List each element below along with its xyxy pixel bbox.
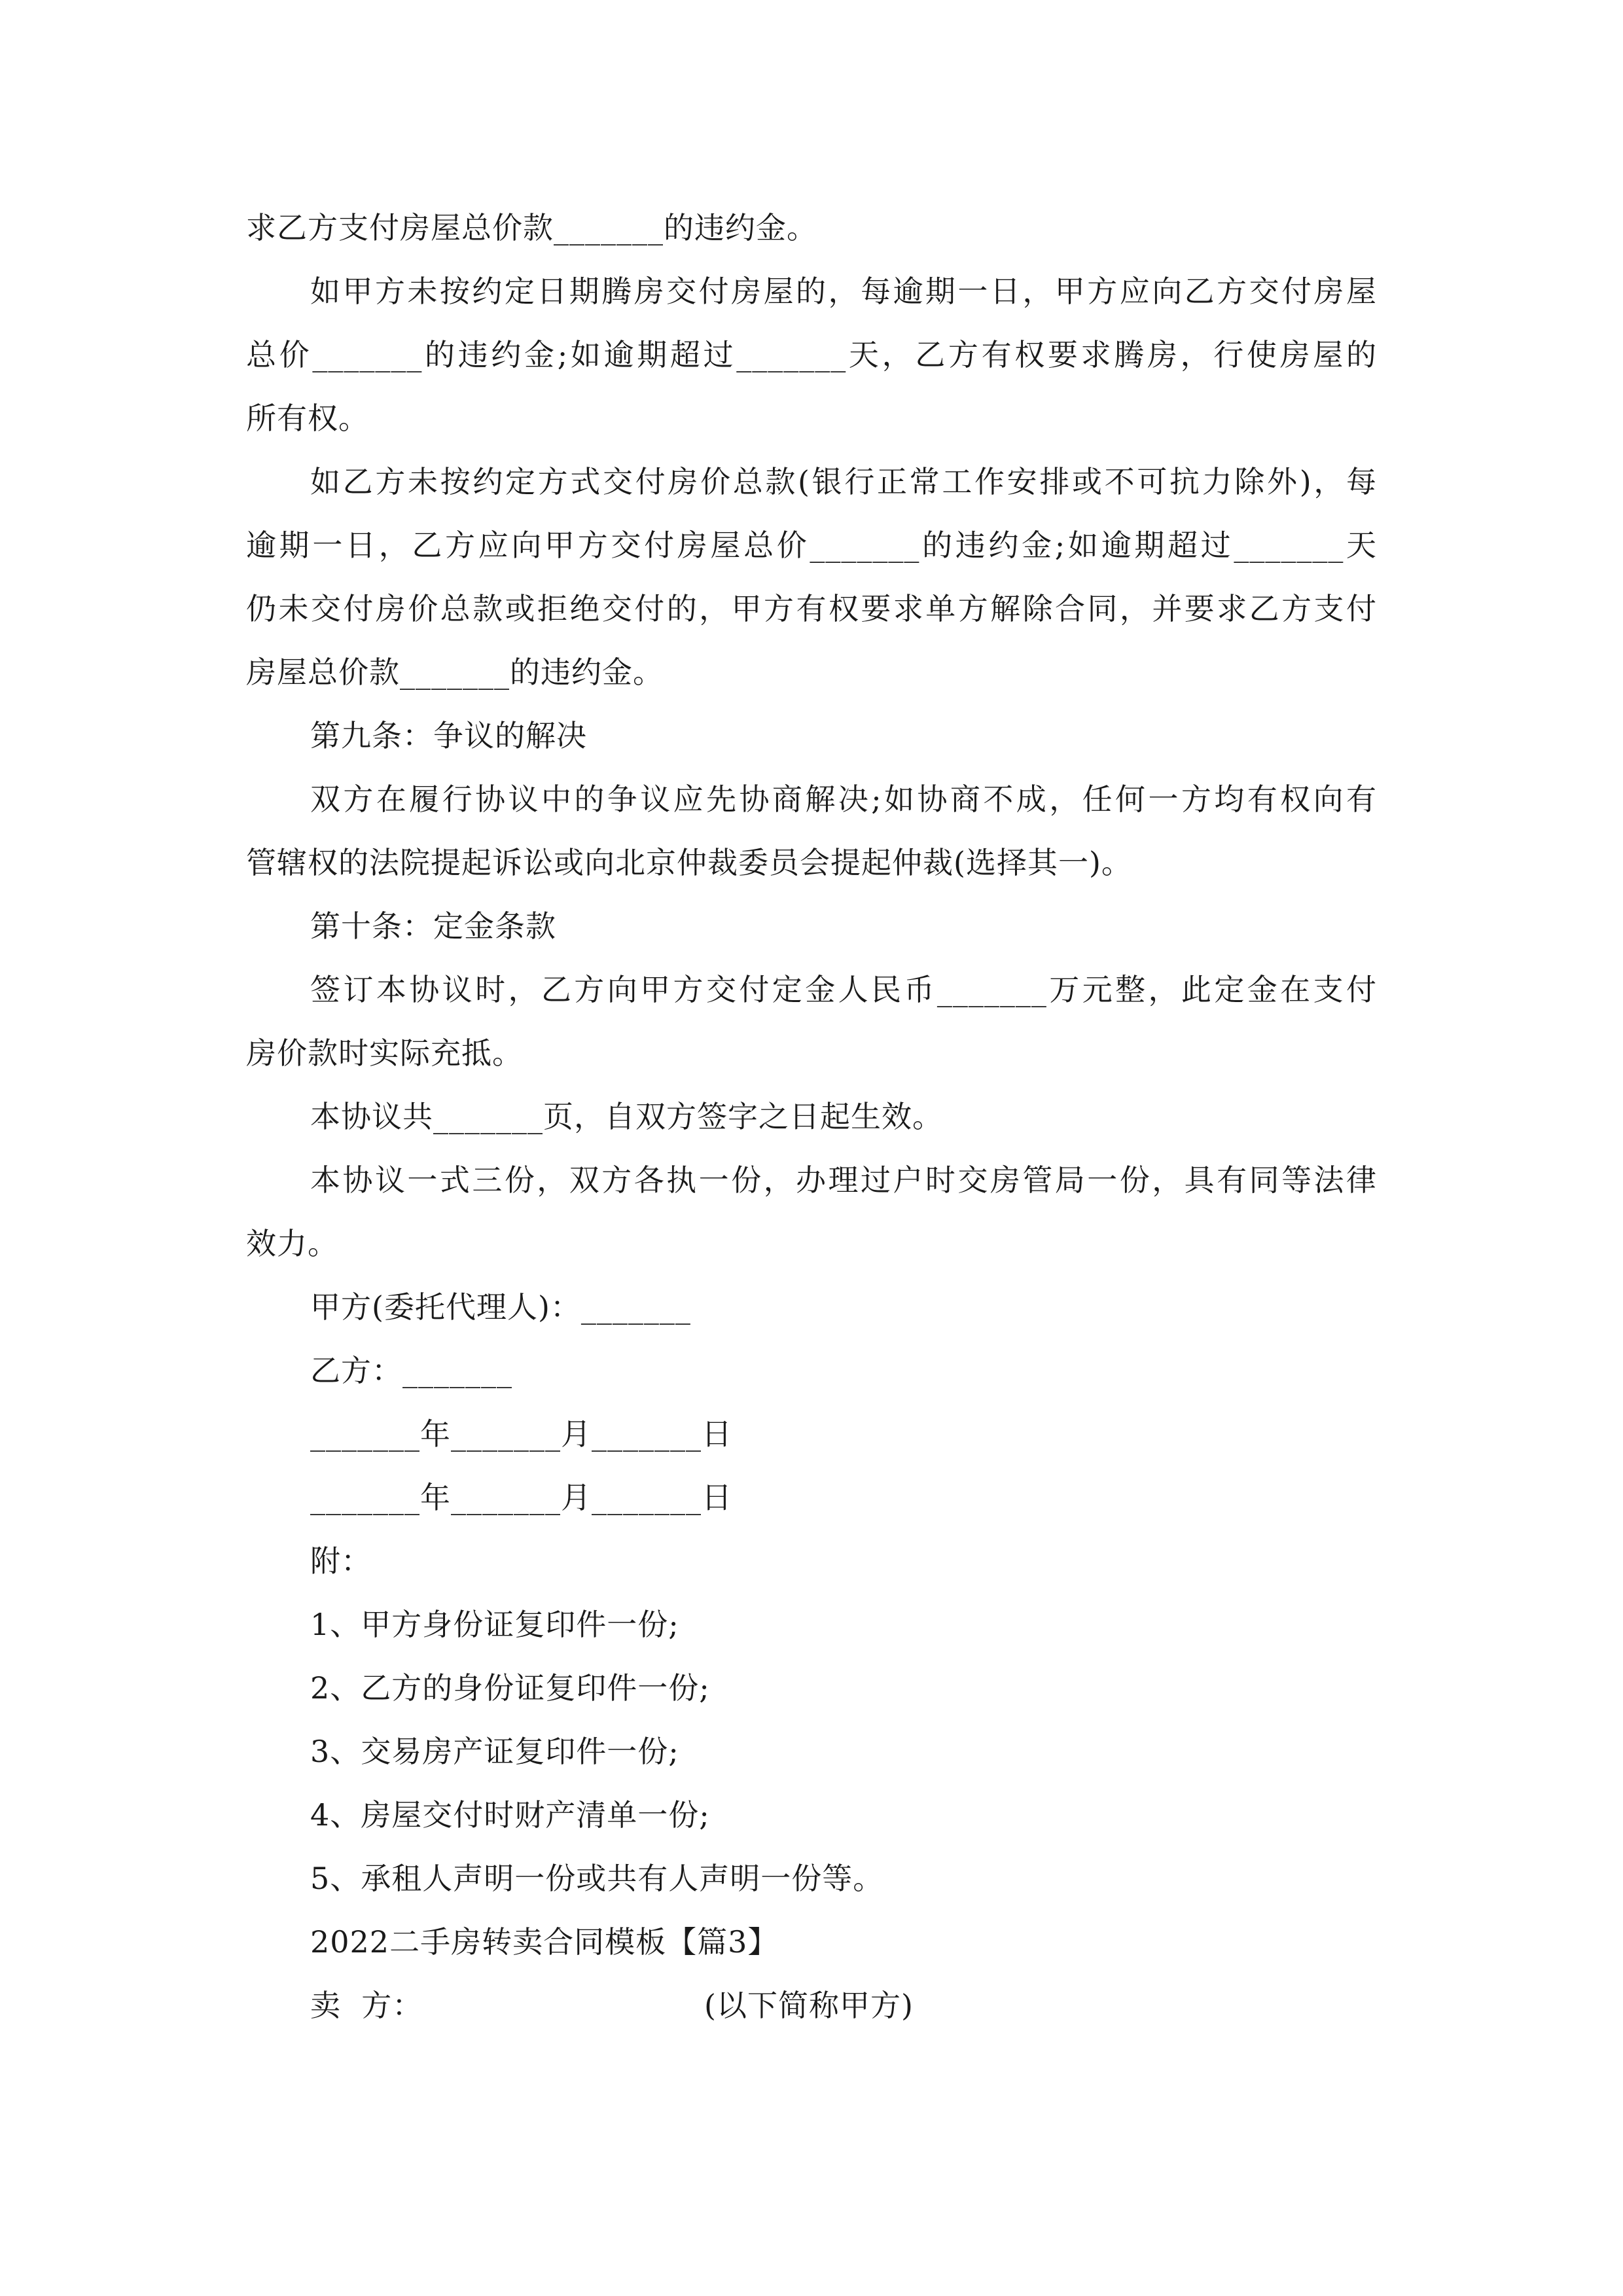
section-heading: 第九条：争议的解决 xyxy=(310,718,587,753)
section-heading: 第十条：定金条款 xyxy=(310,908,556,944)
seller-note: (以下简称甲方) xyxy=(704,1988,914,2023)
paragraph-line: 管辖权的法院提起诉讼或向北京仲裁委员会提起仲裁(选择其一)。 xyxy=(246,845,1132,880)
seller-label: 卖 方： xyxy=(310,1988,423,2023)
paragraph-line: 逾期一日，乙方应向甲方交付房屋总价_______的违约金;如逾期超过_______天 xyxy=(246,528,1377,563)
seller-line xyxy=(246,1974,1377,2037)
paragraph-line: 房屋总价款_______的违约金。 xyxy=(246,655,664,690)
paragraph-line: 如甲方未按约定日期腾房交付房屋的，每逾期一日，甲方应向乙方交付房屋 xyxy=(310,274,1377,309)
appendix-item: 5、承租人声明一份或共有人声明一份等。 xyxy=(310,1861,884,1896)
appendix-item: 2、乙方的身份证复印件一份; xyxy=(310,1670,710,1706)
paragraph-line: 所有权。 xyxy=(246,401,369,436)
appendix-item: 1、甲方身份证复印件一份; xyxy=(310,1607,679,1642)
paragraph-line: 如乙方未按约定方式交付房价总款(银行正常工作安排或不可抗力除外)，每 xyxy=(310,464,1377,499)
signature-date: _______年_______月_______日 xyxy=(310,1416,732,1452)
paragraph-line: 房价款时实际充抵。 xyxy=(246,1035,523,1071)
paragraph-line: 总价_______的违约金;如逾期超过_______天，乙方有权要求腾房，行使房屋的 xyxy=(246,337,1377,372)
paragraph-line: 本协议一式三份，双方各执一份，办理过户时交房管局一份，具有同等法律 xyxy=(310,1162,1377,1198)
paragraph-line: 效力。 xyxy=(246,1226,338,1261)
paragraph-line: 签订本协议时，乙方向甲方交付定金人民币_______万元整，此定金在支付 xyxy=(310,972,1377,1007)
signature-party-b: 乙方：_______ xyxy=(310,1353,512,1388)
document-body xyxy=(246,196,1377,2037)
appendix-heading: 附： xyxy=(310,1543,372,1579)
paragraph-line: 本协议共_______页，自双方签字之日起生效。 xyxy=(310,1099,943,1134)
signature-date: _______年_______月_______日 xyxy=(310,1480,732,1515)
section-title: 2022二手房转卖合同模板【篇3】 xyxy=(310,1924,779,1960)
appendix-item: 3、交易房产证复印件一份; xyxy=(310,1734,679,1769)
paragraph-line: 求乙方支付房屋总价款_______的违约金。 xyxy=(246,210,817,245)
signature-party-a: 甲方(委托代理人)：_______ xyxy=(310,1289,691,1325)
paragraph-line: 双方在履行协议中的争议应先协商解决;如协商不成，任何一方均有权向有 xyxy=(310,781,1377,817)
appendix-item: 4、房屋交付时财产清单一份; xyxy=(310,1797,710,1833)
paragraph-line: 仍未交付房价总款或拒绝交付的，甲方有权要求单方解除合同，并要求乙方支付 xyxy=(246,591,1377,626)
